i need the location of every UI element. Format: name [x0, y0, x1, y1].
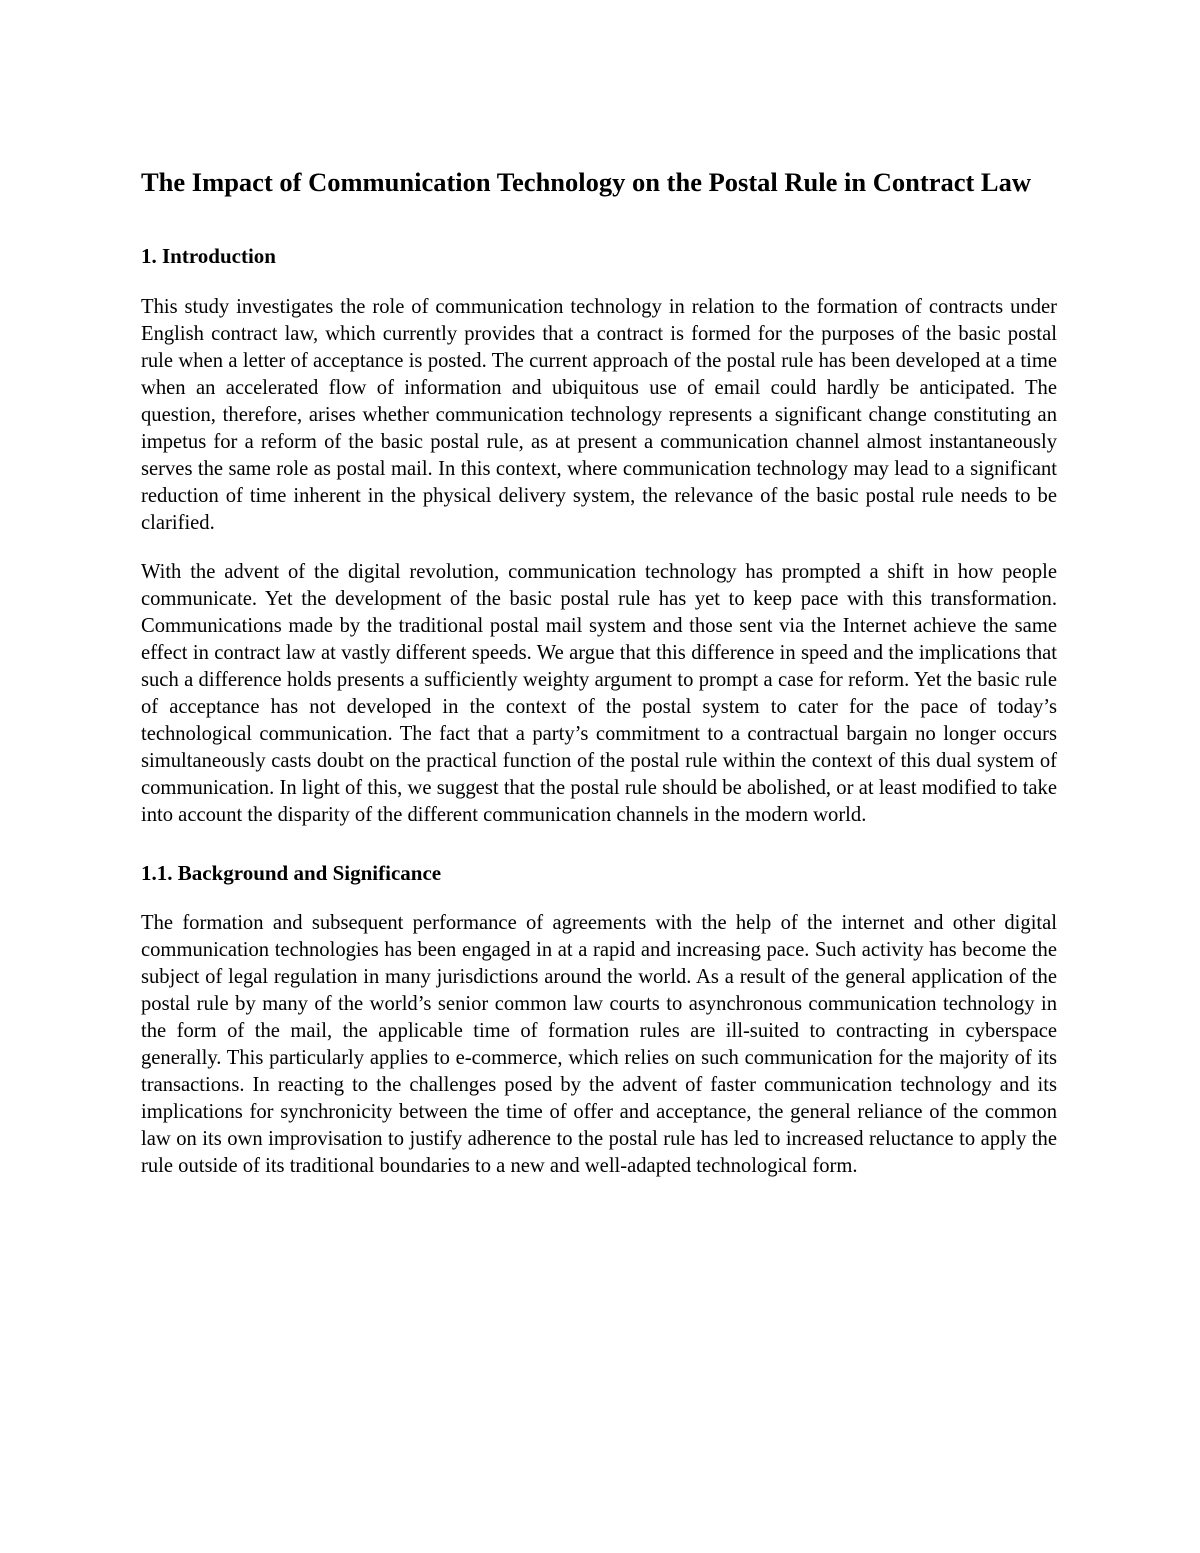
document-title: The Impact of Communication Technology on the Postal Rule in Contract Law: [141, 167, 1031, 197]
section-heading-introduction: 1. Introduction: [141, 244, 276, 268]
document-page: [141, 166, 1057, 1180]
section-heading-background: 1.1. Background and Significance: [141, 861, 442, 885]
intro-paragraph-2: With the advent of the digital revolution, communication technology has prompted a shift in how people communicate. Yet the development of the basic postal rule has yet to keep pace with this transformation. Communications made by the traditional postal mail system and those sent via the Internet achieve the same effect in contract law at vastly different speeds. We argue that this difference in speed and the implications that such a difference holds presents a sufficiently weighty argument to prompt a case for reform. Yet the basic rule of acceptance has not developed in the context of the postal system to cater for the pace of today’s technological communication. The fact that a party’s commitment to a contractual bargain no longer occurs simultaneously casts doubt on the practical function of the postal rule within the context of this dual system of communication. In light of this, we suggest that the postal rule should be abolished, or at least modified to take into account the disparity of the different communication channels in the modern world.: [141, 561, 1057, 826]
intro-paragraph-1: This study investigates the role of communication technology in relation to the formation of contracts under English contract law, which currently provides that a contract is formed for the purposes of the basic postal rule when a letter of acceptance is posted. The current approach of the postal rule has been developed at a time when an accelerated flow of information and ubiquitous use of email could hardly be anticipated. The question, therefore, arises whether communication technology represents a significant change constituting an impetus for a reform of the basic postal rule, as at present a communication channel almost instantaneously serves the same role as postal mail. In this context, where communication technology may lead to a significant reduction of time inherent in the physical delivery system, the relevance of the basic postal rule needs to be clarified.: [141, 296, 1057, 534]
background-paragraph-1: The formation and subsequent performance of agreements with the help of the internet and other digital communication technologies has been engaged in at a rapid and increasing pace. Such activity has become the subject of legal regulation in many jurisdictions around the world. As a result of the general application of the postal rule by many of the world’s senior common law courts to asynchronous communication technology in the form of the mail, the applicable time of formation rules are ill-suited to contracting in cyberspace generally. This particularly applies to e-commerce, which relies on such communication for the majority of its transactions. In reacting to the challenges posed by the advent of faster communication technology and its implications for synchronicity between the time of offer and acceptance, the general reliance of the common law on its own improvisation to justify adherence to the postal rule has led to increased reluctance to apply the rule outside of its traditional boundaries to a new and well-adapted technological form.: [141, 912, 1057, 1177]
